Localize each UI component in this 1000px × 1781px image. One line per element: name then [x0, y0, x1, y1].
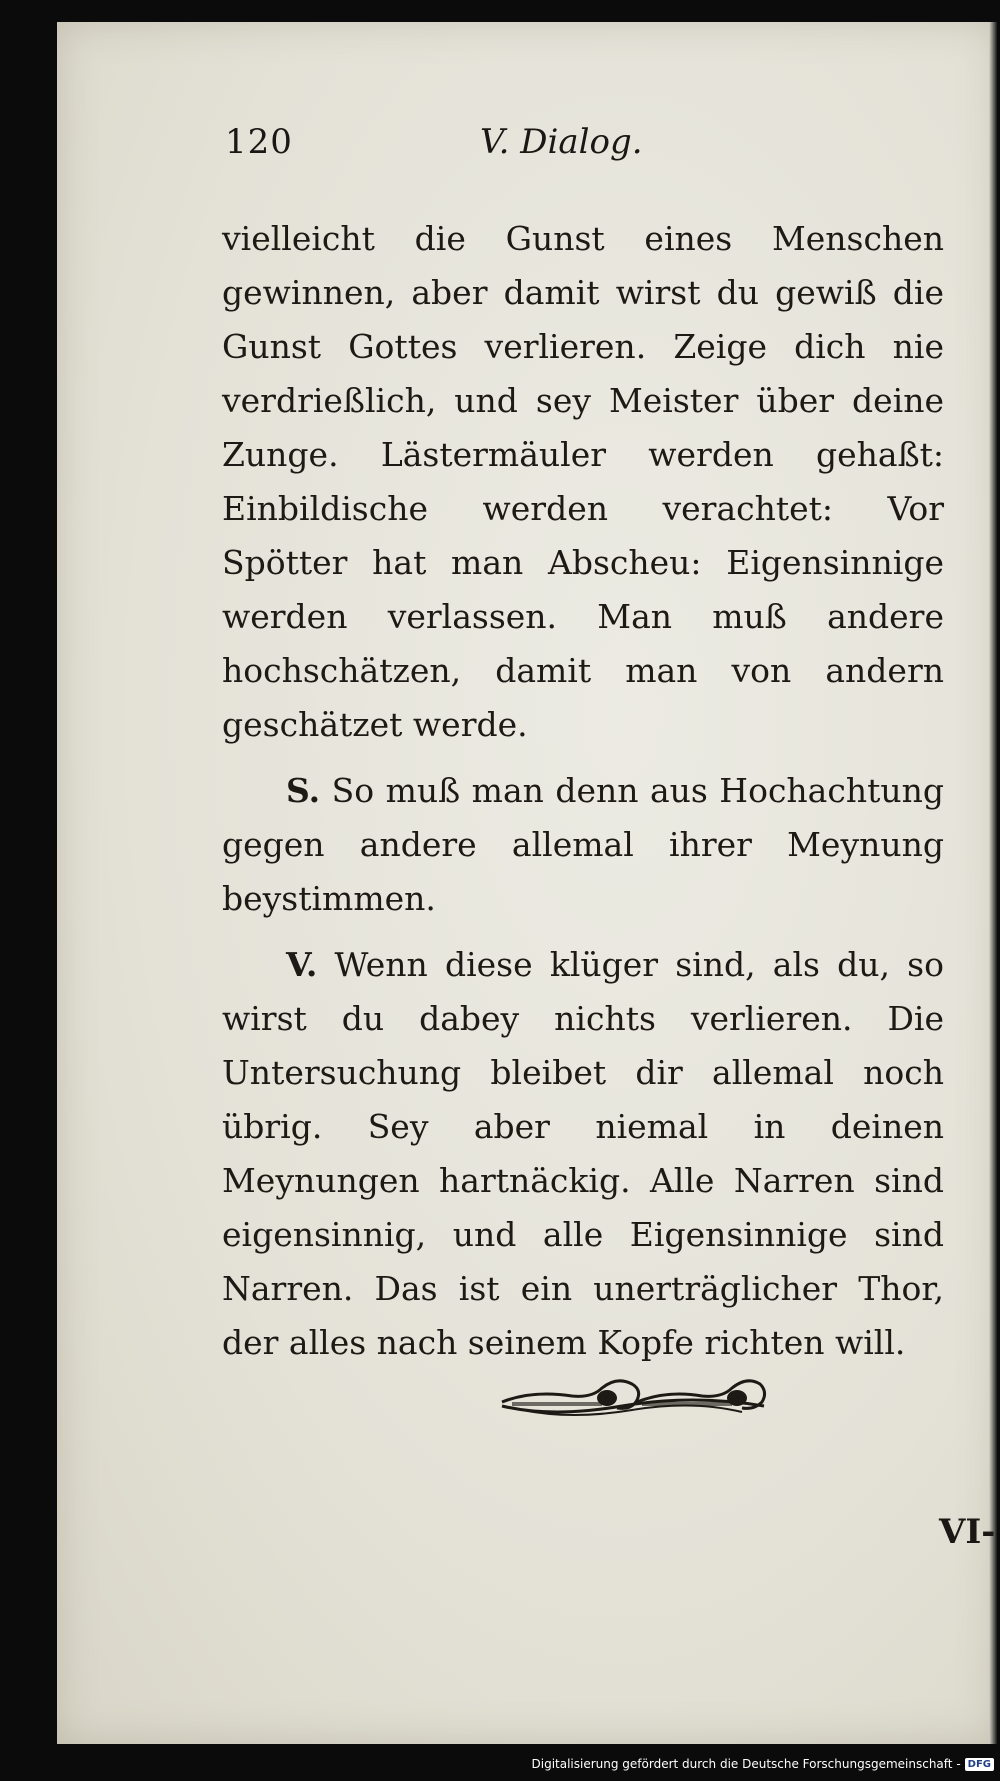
digitization-credit [532, 1749, 995, 1779]
page-edge [989, 22, 997, 1744]
ornament-vignette [492, 1362, 772, 1432]
page-header [225, 122, 905, 172]
dfg-logo: DFG [965, 1758, 994, 1771]
paragraph-3 [222, 938, 944, 1370]
credit-text: Digitalisierung gefördert durch die Deutsche Forschungsgemeinschaft - [531, 1757, 961, 1771]
catchword: VI- [939, 1512, 996, 1552]
speaker-label: S. [286, 771, 321, 810]
body-text [222, 212, 944, 1382]
running-head: V. Dialog. [480, 122, 643, 162]
speaker-label: V. [286, 945, 318, 984]
paragraph-1 [222, 212, 944, 752]
book-page [57, 22, 997, 1744]
page-number: 120 [225, 122, 293, 162]
paragraph-text: So muß man denn aus Hochachtung gegen andere allemal ihrer Meynung beystimmen. [222, 771, 944, 918]
paragraph-text: Wenn diese klüger sind, als du, so wirst du dabey nichts verlieren. Die Untersuchung bleibet dir allemal noch übrig. Sey aber niemal in deinen Meynungen hartnäckig. Alle Narren sind eigensinnig, und alle Eigensinnige sind Narren. Das ist ein unerträglicher Thor, der alles nach seinem Kopfe richten will. [222, 945, 944, 1362]
paragraph-2 [222, 764, 944, 926]
paragraph-text: vielleicht die Gunst eines Menschen gewinnen, aber damit wirst du gewiß die Gunst Gottes verlieren. Zeige dich nie verdrießlich, und sey Meister über deine Zunge. Lästermäuler werden gehaßt: Einbildische werden verachtet: Vor Spötter hat man Abscheu: Eigensinnige werden verlassen. Man muß andere hochschätzen, damit man von andern geschätzet werde. [222, 219, 944, 744]
